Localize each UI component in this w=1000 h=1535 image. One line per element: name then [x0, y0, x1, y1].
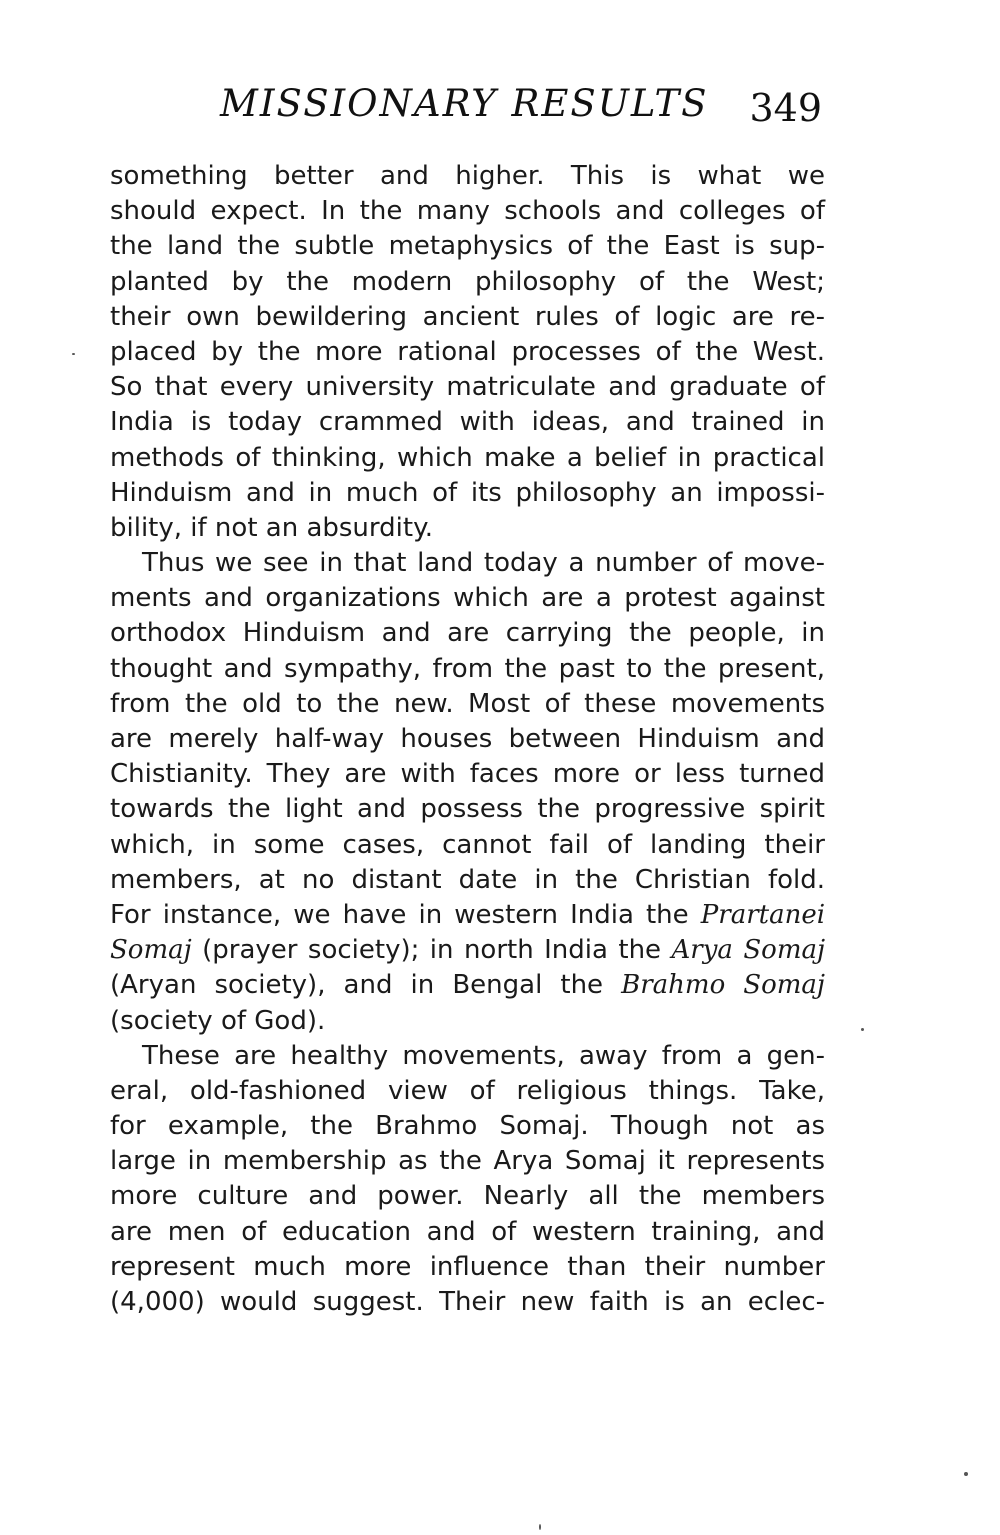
- text-line: orthodox Hinduism and are carrying the people, in: [110, 618, 825, 649]
- scan-speck: [861, 1028, 864, 1031]
- text-line: are merely half-way houses between Hinduism and: [110, 724, 825, 754]
- paragraph-1: [110, 159, 825, 546]
- italic-term: Prartanei: [700, 899, 826, 930]
- text-line: eral, old-fashioned view of religious things. Take,: [110, 1075, 825, 1106]
- text-line: large in membership as the Arya Somaj it represents: [110, 1146, 825, 1177]
- text-segment: (Aryan society), and in Bengal the: [110, 970, 604, 1001]
- text-line: These are healthy movements, away from a gen-: [142, 1040, 825, 1071]
- text-line: the land the subtle metaphysics of the East is sup-: [110, 231, 825, 262]
- text-line: placed by the more rational processes of the West.: [110, 336, 825, 367]
- text-line: Chistianity. They are with faces more or less turned: [110, 759, 825, 790]
- text-line: are men of education and of western training, and: [110, 1216, 825, 1247]
- italic-term: Arya Somaj: [671, 935, 826, 966]
- text-line: their own bewildering ancient rules of logic are re-: [110, 301, 825, 332]
- text-line: thought and sympathy, from the past to the present,: [110, 653, 825, 684]
- running-title: MISSIONARY RESULTS: [220, 82, 709, 125]
- text-line: ments and organizations which are a protest against: [110, 583, 825, 614]
- scan-speck: [964, 1472, 968, 1476]
- text-line: planted by the modern philosophy of the West;: [110, 266, 825, 297]
- text-line: members, at no distant date in the Christian fold.: [110, 864, 825, 895]
- scan-speck: [72, 353, 75, 355]
- text-line: from the old to the new. Most of these movements: [110, 688, 825, 719]
- text-line: bility, if not an absurdity.: [110, 512, 434, 543]
- text-line: [110, 898, 825, 933]
- text-line: methods of thinking, which make a belief in practical: [110, 442, 825, 473]
- body-text: [110, 159, 825, 1320]
- text-line: towards the light and possess the progressive spirit: [110, 794, 825, 825]
- paragraph-3: [110, 1039, 825, 1321]
- italic-term: Somaj: [110, 935, 192, 966]
- text-segment: For instance, we have in western India the: [110, 899, 689, 930]
- text-line: for example, the Brahmo Somaj. Though not as: [110, 1111, 825, 1142]
- text-line: should expect. In the many schools and colleges of: [110, 196, 825, 227]
- text-line: something better and higher. This is what we: [110, 161, 825, 191]
- running-header: [110, 82, 828, 134]
- text-line: [110, 968, 825, 1003]
- text-line: which, in some cases, cannot fail of landing their: [110, 829, 825, 860]
- text-segment: (prayer society); in north India the: [202, 935, 662, 966]
- text-line: more culture and power. Nearly all the members: [110, 1181, 825, 1212]
- text-line: [110, 933, 825, 968]
- text-line: Thus we see in that land today a number of move-: [142, 548, 825, 579]
- text-line: represent much more influence than their number: [110, 1251, 825, 1282]
- text-line: India is today crammed with ideas, and trained in: [110, 407, 825, 438]
- text-line: (4,000) would suggest. Their new faith is an eclec-: [110, 1287, 825, 1317]
- text-line: Hinduism and in much of its philosophy an impossi-: [110, 477, 825, 508]
- italic-term: Brahmo Somaj: [621, 970, 825, 1001]
- paragraph-2: [110, 546, 825, 1039]
- text-line: (society of God).: [110, 1005, 326, 1036]
- scan-speck: [539, 1524, 541, 1530]
- page-number: 349: [749, 86, 822, 130]
- text-line: So that every university matriculate and graduate of: [110, 372, 825, 403]
